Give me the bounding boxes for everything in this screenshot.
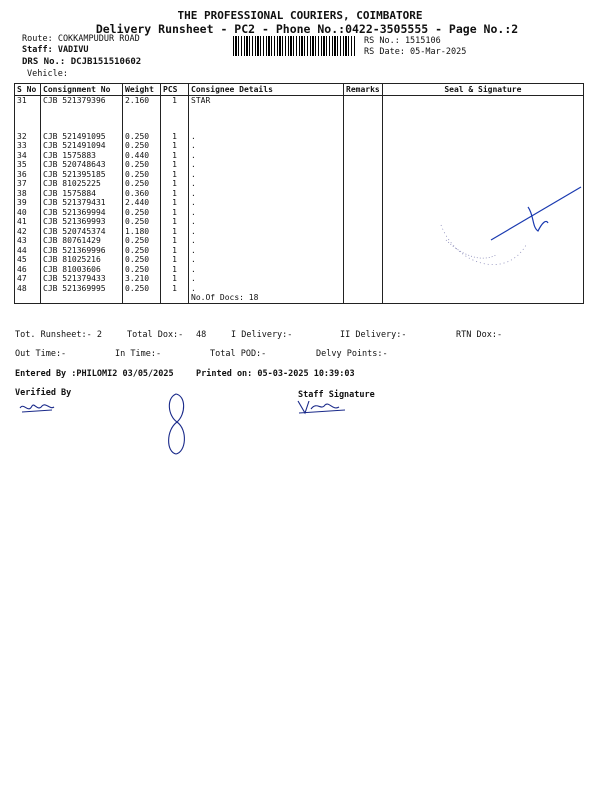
printed-on: Printed on: 05-03-2025 10:39:03 — [196, 369, 355, 379]
row-sno: 32 — [15, 132, 41, 142]
empty-cell — [344, 293, 383, 303]
row-consignment-no: CJB 521369996 — [41, 246, 123, 256]
ii-delivery: II Delivery:- — [340, 330, 407, 340]
row-consignment-no: CJB 81025216 — [41, 255, 123, 265]
row-details: . — [189, 208, 344, 218]
row-sno: 37 — [15, 179, 41, 189]
row-consignment-no: CJB 81003606 — [41, 265, 123, 275]
row-consignment-no: CJB 1575884 — [41, 189, 123, 199]
row-weight: 1.180 — [123, 227, 161, 237]
row-weight: 0.250 — [123, 284, 161, 294]
row-pcs: 1 — [161, 170, 189, 180]
row-consignment-no: CJB 521379433 — [41, 274, 123, 284]
row-weight: 0.250 — [123, 132, 161, 142]
row-details: . — [189, 151, 344, 161]
table-row — [15, 96, 584, 106]
row-weight: 0.250 — [123, 141, 161, 151]
col-sno: S No — [15, 84, 41, 96]
col-seal: Seal & Signature — [382, 84, 583, 96]
row-consignment-no: CJB 521369993 — [41, 217, 123, 227]
row-remarks — [344, 265, 383, 275]
row-consignment-no: CJB 521491094 — [41, 141, 123, 151]
row-pcs: 1 — [161, 132, 189, 142]
row-consignment-no: CJB 521395185 — [41, 170, 123, 180]
row-pcs: 1 — [161, 141, 189, 151]
row-pcs: 1 — [161, 189, 189, 199]
staff-signature-label: Staff Signature — [298, 390, 375, 400]
row-weight: 0.250 — [123, 208, 161, 218]
row-sno: 35 — [15, 160, 41, 170]
row-weight: 0.440 — [123, 151, 161, 161]
rs-date: RS Date: 05-Mar-2025 — [364, 47, 467, 57]
vehicle-label: Vehicle: — [27, 69, 68, 79]
row-remarks — [344, 274, 383, 284]
row-pcs: 1 — [161, 151, 189, 161]
route-label: Route: COKKAMPUDUR ROAD — [22, 34, 140, 44]
row-remarks — [344, 96, 383, 106]
row-weight: 0.250 — [123, 246, 161, 256]
row-details: . — [189, 141, 344, 151]
row-remarks — [344, 255, 383, 265]
row-remarks — [344, 284, 383, 294]
staff-signature — [295, 395, 350, 421]
row-remarks — [344, 236, 383, 246]
tot-runsheet: Tot. Runsheet:- 2 — [15, 330, 102, 340]
row-pcs: 1 — [161, 265, 189, 275]
seal-signature — [436, 185, 586, 284]
row-weight: 2.440 — [123, 198, 161, 208]
row-remarks — [344, 189, 383, 199]
delvy-points: Delvy Points:- — [316, 349, 388, 359]
row-details: . — [189, 236, 344, 246]
col-weight: Weight — [123, 84, 161, 96]
row-details: . — [189, 132, 344, 142]
row-consignment-no: CJB 520745374 — [41, 227, 123, 237]
row-details: . — [189, 255, 344, 265]
row-consignment-no: CJB 521379396 — [41, 96, 123, 106]
row-weight: 2.160 — [123, 96, 161, 106]
row-consignment-no: CJB 521369994 — [41, 208, 123, 218]
row-details: . — [189, 160, 344, 170]
row-pcs: 1 — [161, 179, 189, 189]
row-seal — [382, 160, 583, 170]
row-pcs: 1 — [161, 236, 189, 246]
company-title: THE PROFESSIONAL COURIERS, COIMBATORE — [177, 9, 423, 22]
row-consignment-no: CJB 81025225 — [41, 179, 123, 189]
row-remarks — [344, 151, 383, 161]
staff-label: Staff: VADIVU — [22, 45, 89, 55]
row-seal — [382, 170, 583, 180]
row-seal — [382, 132, 583, 142]
row-pcs: 1 — [161, 217, 189, 227]
barcode — [233, 36, 356, 56]
i-delivery: I Delivery:- — [231, 330, 293, 340]
empty-cell — [123, 293, 161, 303]
row-weight: 0.250 — [123, 160, 161, 170]
total-dox-value: 48 — [196, 330, 207, 340]
row-pcs: 1 — [161, 198, 189, 208]
row-pcs: 1 — [161, 96, 189, 106]
table-header-row — [15, 84, 584, 96]
row-sno: 40 — [15, 208, 41, 218]
row-sno: 31 — [15, 96, 41, 106]
row-sno: 44 — [15, 246, 41, 256]
eight-mark — [162, 390, 192, 464]
row-sno: 38 — [15, 189, 41, 199]
row-consignment-no: CJB 521379431 — [41, 198, 123, 208]
row-details: . — [189, 246, 344, 256]
rtn-dox: RTN Dox:- — [456, 330, 503, 340]
row-details: . — [189, 227, 344, 237]
row-remarks — [344, 170, 383, 180]
row-remarks — [344, 208, 383, 218]
row-remarks — [344, 132, 383, 142]
empty-cell — [382, 293, 583, 303]
table-row — [15, 284, 584, 294]
row-details: . — [189, 265, 344, 275]
empty-cell — [15, 293, 41, 303]
rs-number: RS No.: 1515106 — [364, 36, 441, 46]
row-weight: 0.250 — [123, 255, 161, 265]
row-weight: 0.250 — [123, 179, 161, 189]
no-of-docs: No.Of Docs: 18 — [189, 293, 344, 303]
row-remarks — [344, 246, 383, 256]
row-remarks — [344, 141, 383, 151]
row-pcs: 1 — [161, 160, 189, 170]
row-sno: 43 — [15, 236, 41, 246]
row-weight: 0.250 — [123, 236, 161, 246]
col-remarks: Remarks — [344, 84, 383, 96]
row-pcs: 1 — [161, 246, 189, 256]
row-weight: 3.210 — [123, 274, 161, 284]
row-seal — [382, 141, 583, 151]
row-details: STAR — [189, 96, 344, 106]
row-sno: 36 — [15, 170, 41, 180]
row-sno: 45 — [15, 255, 41, 265]
row-remarks — [344, 198, 383, 208]
table-row — [15, 151, 584, 161]
row-pcs: 1 — [161, 208, 189, 218]
row-sno: 42 — [15, 227, 41, 237]
row-consignment-no: CJB 521491095 — [41, 132, 123, 142]
runsheet-title: Delivery Runsheet - PC2 - Phone No.:0422-3505555 - Page No.:2 — [95, 22, 519, 36]
col-consignment: Consignment No — [41, 84, 123, 96]
verified-signature — [18, 398, 58, 422]
table-row — [15, 170, 584, 180]
row-consignment-no: CJB 80761429 — [41, 236, 123, 246]
row-sno: 34 — [15, 151, 41, 161]
col-pcs: PCS — [161, 84, 189, 96]
row-details: . — [189, 274, 344, 284]
row-pcs: 1 — [161, 227, 189, 237]
row-remarks — [344, 179, 383, 189]
col-consignee: Consignee Details — [189, 84, 344, 96]
empty-cell — [41, 293, 123, 303]
row-seal — [382, 151, 583, 161]
entered-by: Entered By :PHILOMI2 03/05/2025 — [15, 369, 174, 379]
row-consignment-no: CJB 520748643 — [41, 160, 123, 170]
row-pcs: 1 — [161, 274, 189, 284]
row-weight: 0.250 — [123, 217, 161, 227]
row-sno: 46 — [15, 265, 41, 275]
row-remarks — [344, 160, 383, 170]
row-weight: 0.360 — [123, 189, 161, 199]
table-row — [15, 141, 584, 151]
row-consignment-no: CJB 521369995 — [41, 284, 123, 294]
row-details: . — [189, 189, 344, 199]
row-seal — [382, 284, 583, 294]
row-weight: 0.250 — [123, 265, 161, 275]
table-spacer — [15, 106, 584, 132]
drs-number: DRS No.: DCJB151510602 — [22, 57, 142, 67]
row-consignment-no: CJB 1575883 — [41, 151, 123, 161]
row-sno: 41 — [15, 217, 41, 227]
out-time: Out Time:- — [15, 349, 67, 359]
table-row — [15, 160, 584, 170]
total-pod: Total POD:- — [210, 349, 267, 359]
row-sno: 39 — [15, 198, 41, 208]
row-sno: 47 — [15, 274, 41, 284]
row-pcs: 1 — [161, 255, 189, 265]
table-row — [15, 132, 584, 142]
row-pcs: 1 — [161, 284, 189, 294]
row-sno: 48 — [15, 284, 41, 294]
verified-by-label: Verified By — [15, 388, 72, 398]
row-weight: 0.250 — [123, 170, 161, 180]
empty-cell — [161, 293, 189, 303]
row-sno: 33 — [15, 141, 41, 151]
docs-count-row — [15, 293, 584, 303]
row-details: . — [189, 284, 344, 294]
row-remarks — [344, 227, 383, 237]
row-remarks — [344, 217, 383, 227]
row-details: . — [189, 217, 344, 227]
in-time: In Time:- — [115, 349, 162, 359]
total-dox-label: Total Dox:- — [127, 330, 184, 340]
row-details: . — [189, 198, 344, 208]
row-details: . — [189, 170, 344, 180]
row-details: . — [189, 179, 344, 189]
row-seal — [382, 96, 583, 106]
